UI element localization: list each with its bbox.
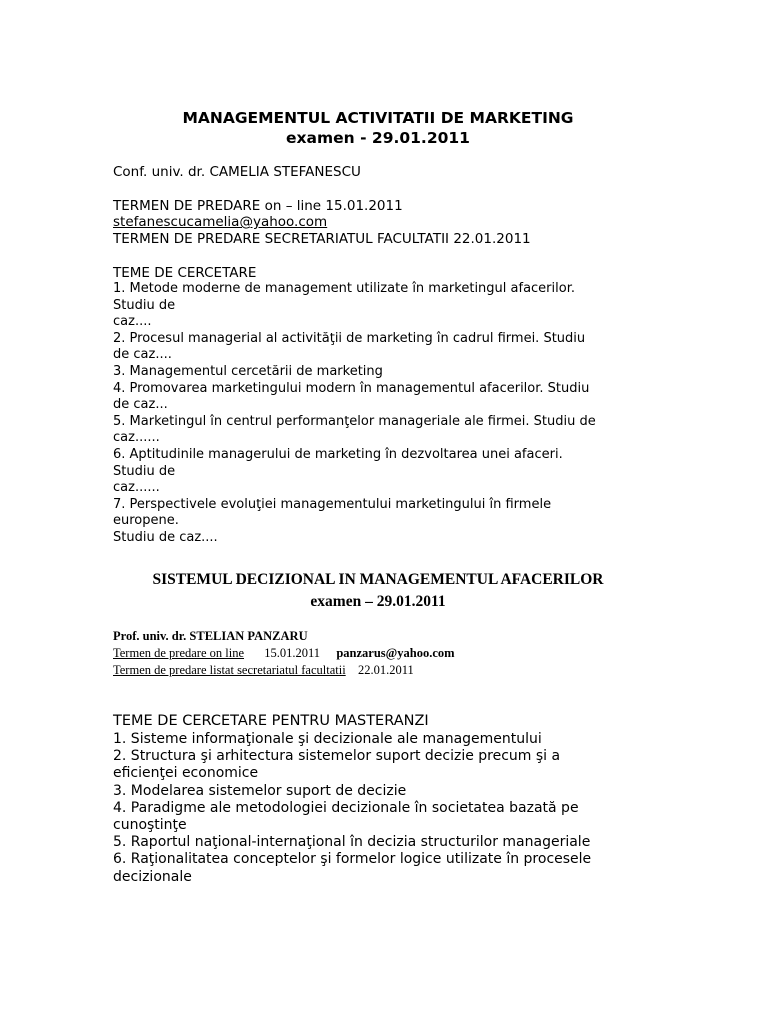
section1-deadline-online: TERMEN DE PREDARE on – line 15.01.2011	[113, 198, 403, 214]
section2-deadline-secretariat-label: Termen de predare listat secretariatul facultatii	[113, 663, 346, 677]
section2-email-link[interactable]: panzarus@yahoo.com	[336, 646, 455, 660]
list-item: 6. Raţionalitatea conceptelor şi formelor logice utilizate în procesele	[113, 851, 592, 868]
list-item: 3. Managementul cercetării de marketing	[113, 363, 383, 379]
list-item: 1. Metode moderne de management utilizate în marketingul afacerilor.	[113, 281, 575, 296]
section2-title: SISTEMUL DECIZIONAL IN MANAGEMENTUL AFACERILOR	[152, 571, 604, 588]
section2-exam-date: examen – 29.01.2011	[310, 593, 446, 610]
section1-title: MANAGEMENTUL ACTIVITATII DE MARKETING	[182, 109, 574, 127]
list-item: 5. Raportul naţional-internaţional în decizia structurilor manageriale	[113, 834, 591, 851]
list-item: Studiu de	[113, 463, 176, 479]
list-item: 1. Sisteme informaţionale şi decizionale ale managementului	[113, 731, 542, 747]
section1-topics-heading: TEME DE CERCETARE	[113, 265, 257, 281]
list-item: 2. Structura şi arhitectura sistemelor suport decizie precum şi a	[113, 748, 561, 765]
list-item: caz......	[113, 430, 160, 446]
section2-deadline-secretariat-date: 22.01.2011	[357, 663, 414, 677]
list-item: Studiu de	[113, 297, 176, 313]
list-item: 7. Perspectivele evoluţiei managementului marketingului în firmele	[113, 496, 552, 512]
list-item: caz......	[113, 480, 160, 496]
list-item: 5. Marketingul în centrul performanţelor manageriale ale firmei. Studiu de	[113, 413, 596, 429]
list-item: eficienţei economice	[113, 765, 259, 782]
section1-topics-list	[113, 281, 658, 547]
section1-email-link[interactable]: stefanescucamelia@yahoo.com	[113, 214, 328, 230]
list-item: 6. Aptitudinile managerului de marketing în dezvoltarea unei afaceri.	[113, 446, 563, 462]
list-item: europene.	[113, 513, 179, 529]
section1-exam-date: examen - 29.01.2011	[286, 129, 470, 147]
list-item: cunoştinţe	[113, 817, 187, 834]
section2-deadline-online-row	[113, 645, 455, 661]
list-item: 2. Procesul managerial al activităţii de marketing în cadrul firmei. Studiu	[113, 330, 586, 346]
section2-deadline-secretariat-row	[113, 662, 414, 678]
list-item: Studiu de caz....	[113, 529, 218, 545]
list-item: decizionale	[113, 868, 192, 885]
section3-topics-list	[113, 731, 643, 886]
list-item: de caz...	[113, 397, 168, 413]
section3-topics-heading: TEME DE CERCETARE PENTRU MASTERANZI	[113, 713, 429, 729]
section1-professor: Conf. univ. dr. CAMELIA STEFANESCU	[113, 164, 361, 180]
section2-deadline-online-label: Termen de predare on line	[113, 646, 245, 660]
section2-professor: Prof. univ. dr. STELIAN PANZARU	[113, 629, 308, 643]
section1-deadline-secretariat: TERMEN DE PREDARE SECRETARIATUL FACULTATII 22.01.2011	[113, 231, 531, 247]
list-item: 4. Paradigme ale metodologiei decizionale în societatea bazată pe	[113, 799, 579, 816]
section2-deadline-online-date: 15.01.2011	[264, 646, 321, 660]
list-item: 4. Promovarea marketingului modern în managementul afacerilor. Studiu	[113, 380, 590, 396]
list-item: 3. Modelarea sistemelor suport de decizie	[113, 782, 407, 799]
list-item: de caz....	[113, 347, 172, 363]
list-item: caz....	[113, 314, 152, 330]
